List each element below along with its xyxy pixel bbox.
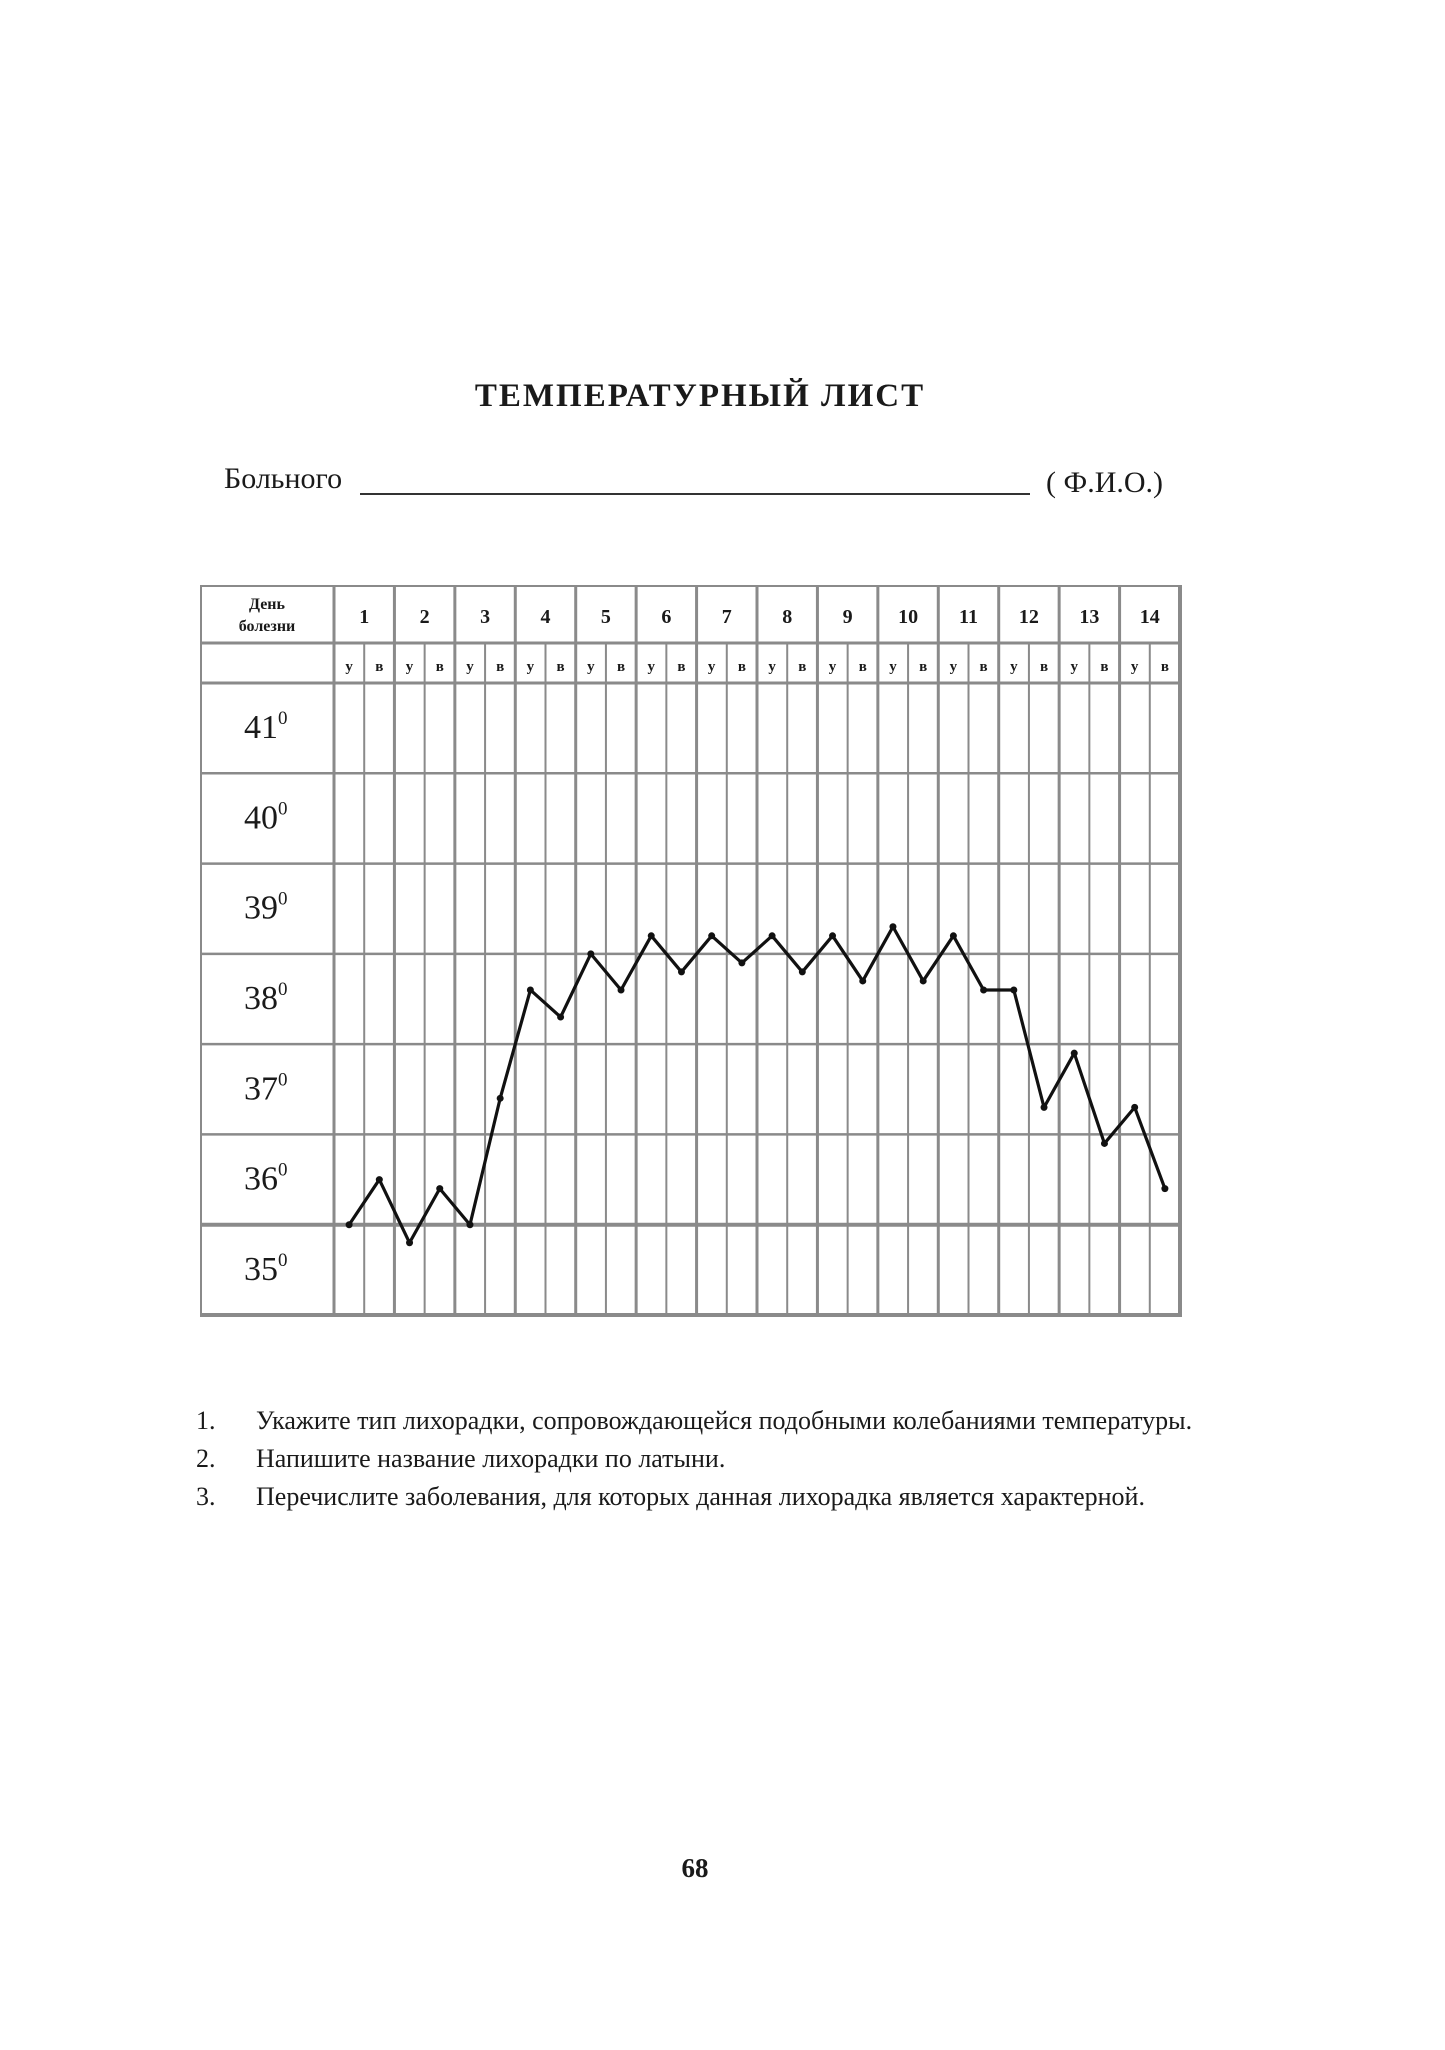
header-label-line: День xyxy=(249,596,285,613)
day-number-label: 7 xyxy=(721,606,732,628)
shift-label: у xyxy=(405,659,414,675)
question-item xyxy=(190,1403,1220,1439)
temperature-point xyxy=(769,932,776,939)
shift-label: в xyxy=(1160,659,1169,675)
temperature-point xyxy=(527,986,534,993)
shift-label: в xyxy=(979,659,988,675)
y-tick-label: $40^0$ xyxy=(244,798,288,837)
y-tick-label: $38^0$ xyxy=(244,979,288,1017)
temperature-point xyxy=(1010,986,1017,993)
temperature-point xyxy=(1041,1104,1048,1111)
question-number: 1. xyxy=(196,1406,216,1435)
day-number-label: 5 xyxy=(600,606,611,628)
y-tick-label: $39^0$ xyxy=(244,888,288,927)
day-number-label: 1 xyxy=(359,606,370,628)
shift-label: у xyxy=(466,659,474,675)
temperature-point xyxy=(799,968,806,975)
shift-label: в xyxy=(677,659,686,675)
temperature-point xyxy=(587,950,594,957)
day-number-label: 4 xyxy=(540,606,551,628)
shift-label: в xyxy=(1100,659,1109,675)
shift-label: в xyxy=(616,659,626,675)
question-text: Перечислите заболевания, для которых данная лихорадка является характерной. xyxy=(256,1482,1145,1511)
y-tick-label: $37^0$ xyxy=(244,1069,288,1108)
day-number-label: 12 xyxy=(1018,606,1039,628)
shift-label: в xyxy=(496,659,505,675)
day-number-label: 10 xyxy=(898,606,919,628)
day-number-label: 11 xyxy=(959,606,978,628)
temperature-point xyxy=(920,977,927,984)
temperature-chart xyxy=(200,585,1200,1325)
temperature-point xyxy=(980,986,987,993)
page-number: 68 xyxy=(681,1853,709,1883)
shift-label: в xyxy=(375,659,384,675)
temperature-point xyxy=(889,923,896,930)
question-text: Укажите тип лихорадки, сопровождающейся подобными колебаниями температуры. xyxy=(256,1406,1193,1435)
shift-label: в xyxy=(556,659,565,675)
y-tick-label: $41^0$ xyxy=(244,708,288,747)
shift-label: у xyxy=(889,659,897,675)
shift-label: у xyxy=(526,659,535,675)
shift-label: в xyxy=(1039,659,1049,675)
question-number: 3. xyxy=(196,1482,216,1511)
chart-frame xyxy=(200,585,1180,1315)
temperature-point xyxy=(1161,1185,1168,1192)
shift-label: у xyxy=(828,659,837,675)
temperature-point xyxy=(859,977,866,984)
shift-label: в xyxy=(737,659,746,675)
chart-grid xyxy=(200,585,1180,1315)
temperature-point xyxy=(466,1221,473,1228)
shift-label: у xyxy=(647,659,655,675)
temperature-point xyxy=(648,932,655,939)
shift-label: у xyxy=(949,659,958,675)
question-item xyxy=(190,1441,1220,1477)
temperature-point xyxy=(1131,1104,1138,1111)
patient-name-line[interactable] xyxy=(360,493,1030,495)
temperature-point xyxy=(376,1176,383,1183)
day-number-label: 14 xyxy=(1139,606,1160,628)
shift-label: у xyxy=(1070,659,1078,675)
shift-label: у xyxy=(587,659,595,675)
patient-label: Больного xyxy=(224,462,343,495)
questions-list xyxy=(190,1403,1220,1517)
y-tick-label: $36^0$ xyxy=(244,1159,288,1198)
temperature-point xyxy=(406,1239,413,1246)
shift-label: в xyxy=(858,659,867,675)
question-text: Напишите название лихорадки по латыни. xyxy=(256,1444,726,1473)
day-number-label: 2 xyxy=(419,606,430,628)
shift-label: в xyxy=(798,659,807,675)
temperature-point xyxy=(678,968,685,975)
temperature-point xyxy=(436,1185,443,1192)
temperature-point xyxy=(557,1014,564,1021)
header-label-line: болезни xyxy=(238,618,296,635)
question-number: 2. xyxy=(196,1444,216,1473)
shift-label: в xyxy=(919,659,928,675)
shift-label: у xyxy=(768,659,776,675)
shift-label: у xyxy=(345,659,353,675)
shift-label: у xyxy=(707,659,716,675)
temperature-point xyxy=(497,1095,504,1102)
patient-field xyxy=(224,462,1184,504)
day-number-label: 13 xyxy=(1079,606,1100,628)
shift-label: у xyxy=(1130,659,1139,675)
temperature-point xyxy=(1101,1140,1108,1147)
temperature-point xyxy=(829,932,836,939)
day-number-label: 9 xyxy=(842,606,853,628)
temperature-point xyxy=(618,986,625,993)
temperature-point xyxy=(708,932,715,939)
day-number-label: 3 xyxy=(480,606,491,628)
temperature-point xyxy=(1071,1050,1078,1057)
temperature-point xyxy=(738,959,745,966)
y-tick-label: $35^0$ xyxy=(244,1249,288,1288)
day-number-label: 8 xyxy=(782,606,793,628)
shift-label: у xyxy=(1010,659,1018,675)
patient-fio-hint: ( Ф.И.О.) xyxy=(1046,466,1164,499)
temperature-point xyxy=(346,1221,353,1228)
temperature-point xyxy=(950,932,957,939)
day-number-label: 6 xyxy=(661,606,672,628)
page-title: ТЕМПЕРАТУРНЫЙ ЛИСТ xyxy=(474,378,926,414)
shift-label: в xyxy=(435,659,444,675)
question-item xyxy=(190,1479,1220,1515)
